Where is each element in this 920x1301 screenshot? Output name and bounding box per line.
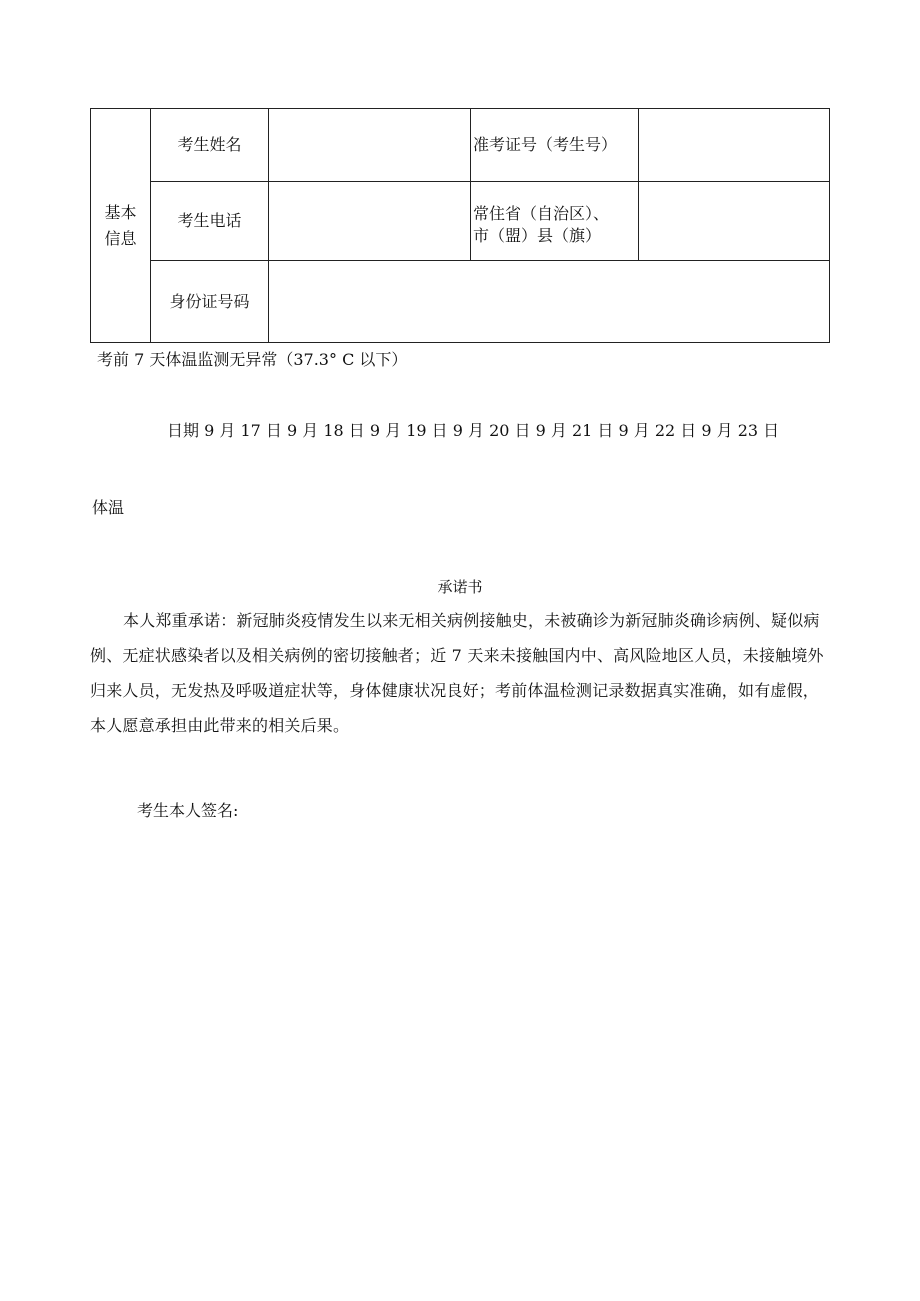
pledge-title: 承诺书 — [437, 578, 483, 596]
basic-info-table — [90, 108, 830, 343]
phone-label: 考生电话 — [151, 182, 269, 261]
signature-label: 考生本人签名: — [137, 801, 239, 820]
temperature-note: 考前 7 天体温监测无异常（37.3° C 以下） — [97, 350, 408, 369]
phone-field[interactable] — [269, 182, 471, 261]
section-label-line2: 信息 — [104, 228, 137, 248]
name-field[interactable] — [269, 109, 471, 182]
name-label: 考生姓名 — [151, 109, 269, 182]
temperature-label: 体温 — [92, 498, 125, 517]
temperature-date-row: 日期 9 月 17 日 9 月 18 日 9 月 19 日 9 月 20 日 9 月 21 日 9 月 22 日 9 月 23 日 — [167, 421, 780, 440]
residence-label-line1: 常住省（自治区）、 — [473, 204, 610, 223]
residence-label-line2: 市（盟）县（旗） — [473, 226, 602, 245]
pledge-body: 本人郑重承诺：新冠肺炎疫情发生以来无相关病例接触史，未被确诊为新冠肺炎确诊病例、疑似病例、无症状感染者以及相关病例的密切接触者；近 7 天来未接触国内中、高风险地区人员，未接触境外归来人员，无发热及呼吸道症状等，身体健康状况良好；考前体温检测记录数据真实准确，如有虚假，本人愿意承担由此带来的相关后果。 — [90, 611, 824, 735]
residence-label — [471, 182, 639, 261]
residence-field[interactable] — [639, 182, 830, 261]
exam-id-label: 准考证号（考生号） — [471, 109, 639, 182]
section-label-line1: 基本 — [104, 202, 137, 222]
id-card-label: 身份证号码 — [151, 261, 269, 343]
section-label — [91, 109, 151, 343]
exam-id-field[interactable] — [639, 109, 830, 182]
id-card-field[interactable] — [269, 261, 830, 343]
